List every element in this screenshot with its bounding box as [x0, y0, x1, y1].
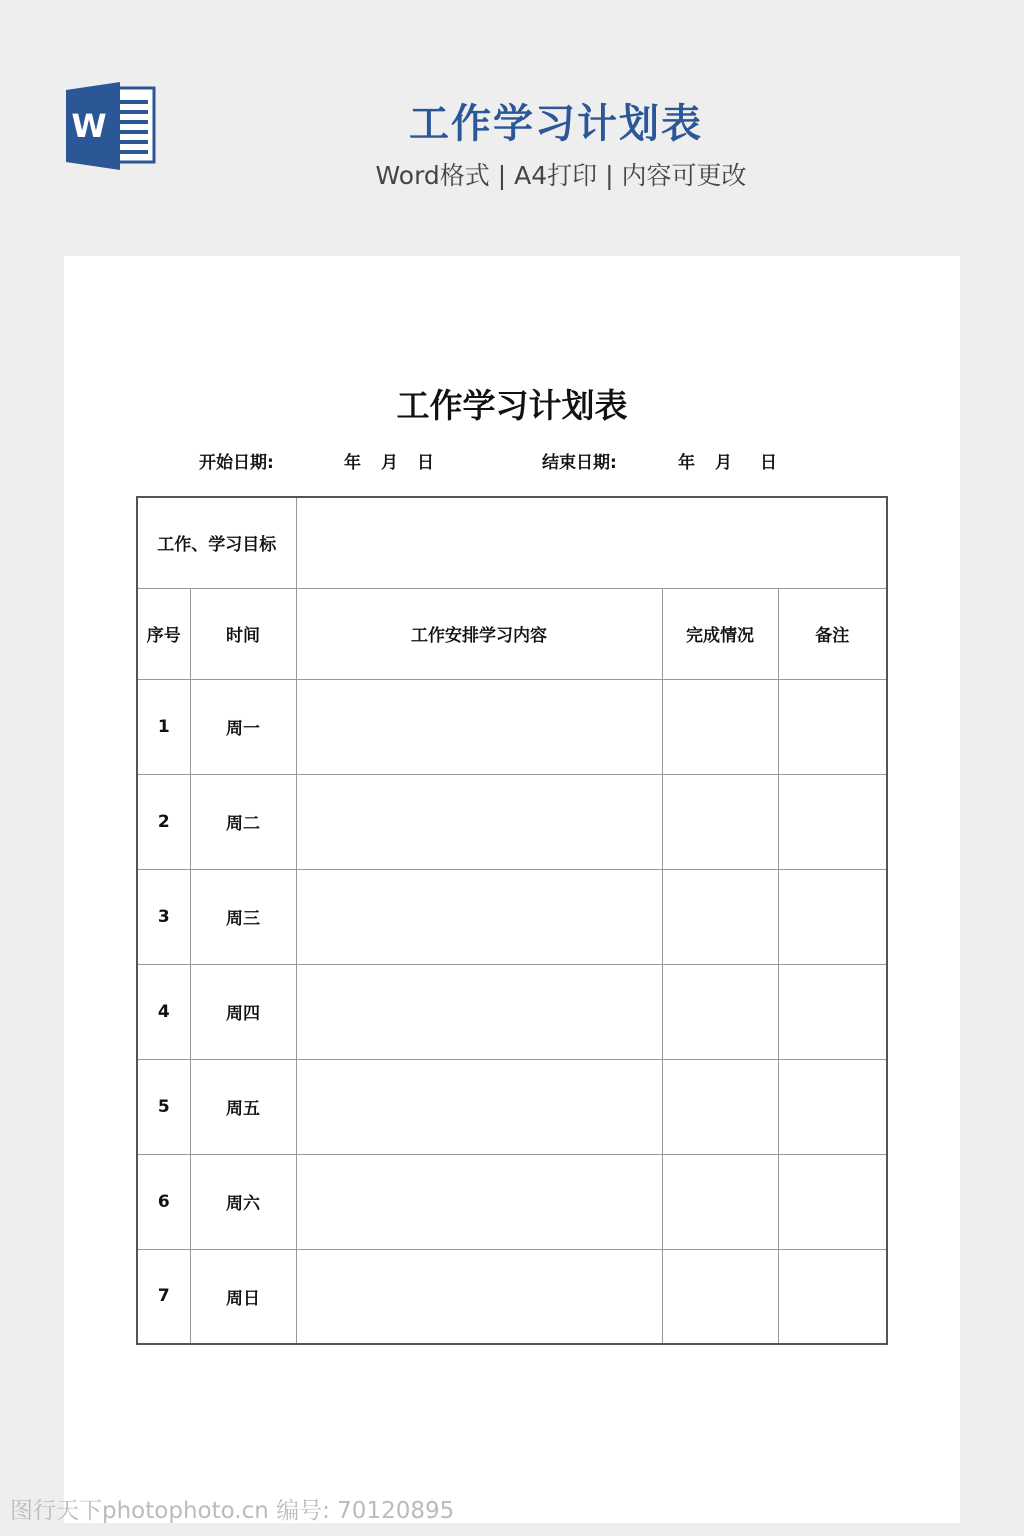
row-status-cell[interactable] — [662, 1059, 778, 1154]
goal-row — [137, 497, 887, 588]
row-notes-cell[interactable] — [778, 774, 887, 869]
row-status-cell[interactable] — [662, 964, 778, 1059]
row-seq: 3 — [137, 869, 190, 964]
row-time: 周六 — [190, 1154, 296, 1249]
end-month: 月 — [715, 453, 732, 473]
row-seq: 2 — [137, 774, 190, 869]
start-year: 年 — [344, 453, 361, 473]
row-time: 周二 — [190, 774, 296, 869]
table-row — [137, 1059, 887, 1154]
banner-subtitle: Word格式 | A4打印 | 内容可更改 — [375, 161, 747, 190]
table-row — [137, 964, 887, 1059]
row-content-cell[interactable] — [296, 869, 662, 964]
goal-input-cell[interactable] — [296, 497, 887, 588]
row-seq: 1 — [137, 679, 190, 774]
row-time: 周三 — [190, 869, 296, 964]
header-notes: 备注 — [778, 588, 887, 679]
header-content: 工作安排学习内容 — [296, 588, 662, 679]
row-seq: 6 — [137, 1154, 190, 1249]
row-content-cell[interactable] — [296, 1249, 662, 1344]
end-day: 日 — [760, 453, 777, 473]
table-row — [137, 1249, 887, 1344]
row-seq: 5 — [137, 1059, 190, 1154]
row-notes-cell[interactable] — [778, 1059, 887, 1154]
row-content-cell[interactable] — [296, 964, 662, 1059]
start-date-label: 开始日期: — [199, 453, 274, 473]
goal-label: 工作、学习目标 — [137, 497, 296, 588]
row-content-cell[interactable] — [296, 774, 662, 869]
row-notes-cell[interactable] — [778, 869, 887, 964]
row-status-cell[interactable] — [662, 1154, 778, 1249]
row-notes-cell[interactable] — [778, 1154, 887, 1249]
row-notes-cell[interactable] — [778, 964, 887, 1059]
word-icon-letter: W — [71, 107, 107, 145]
start-day: 日 — [417, 453, 434, 473]
banner-title: 工作学习计划表 — [409, 101, 703, 147]
end-date-label: 结束日期: — [542, 453, 617, 473]
row-seq: 4 — [137, 964, 190, 1059]
start-month: 月 — [381, 453, 398, 473]
header-status: 完成情况 — [662, 588, 778, 679]
table-row — [137, 679, 887, 774]
header-row — [137, 588, 887, 679]
row-notes-cell[interactable] — [778, 1249, 887, 1344]
row-time: 周五 — [190, 1059, 296, 1154]
row-seq: 7 — [137, 1249, 190, 1344]
row-time: 周一 — [190, 679, 296, 774]
watermark: 图行天下photophoto.cn 编号: 70120895 — [10, 1498, 455, 1524]
row-time: 周四 — [190, 964, 296, 1059]
plan-table — [136, 496, 888, 1345]
row-time: 周日 — [190, 1249, 296, 1344]
row-content-cell[interactable] — [296, 1059, 662, 1154]
end-year: 年 — [678, 453, 695, 473]
table-row — [137, 869, 887, 964]
row-status-cell[interactable] — [662, 774, 778, 869]
row-content-cell[interactable] — [296, 679, 662, 774]
row-status-cell[interactable] — [662, 1249, 778, 1344]
document-title: 工作学习计划表 — [396, 386, 628, 425]
row-status-cell[interactable] — [662, 869, 778, 964]
row-content-cell[interactable] — [296, 1154, 662, 1249]
header-seq: 序号 — [137, 588, 190, 679]
table-row — [137, 774, 887, 869]
header-time: 时间 — [190, 588, 296, 679]
table-row — [137, 1154, 887, 1249]
row-status-cell[interactable] — [662, 679, 778, 774]
row-notes-cell[interactable] — [778, 679, 887, 774]
